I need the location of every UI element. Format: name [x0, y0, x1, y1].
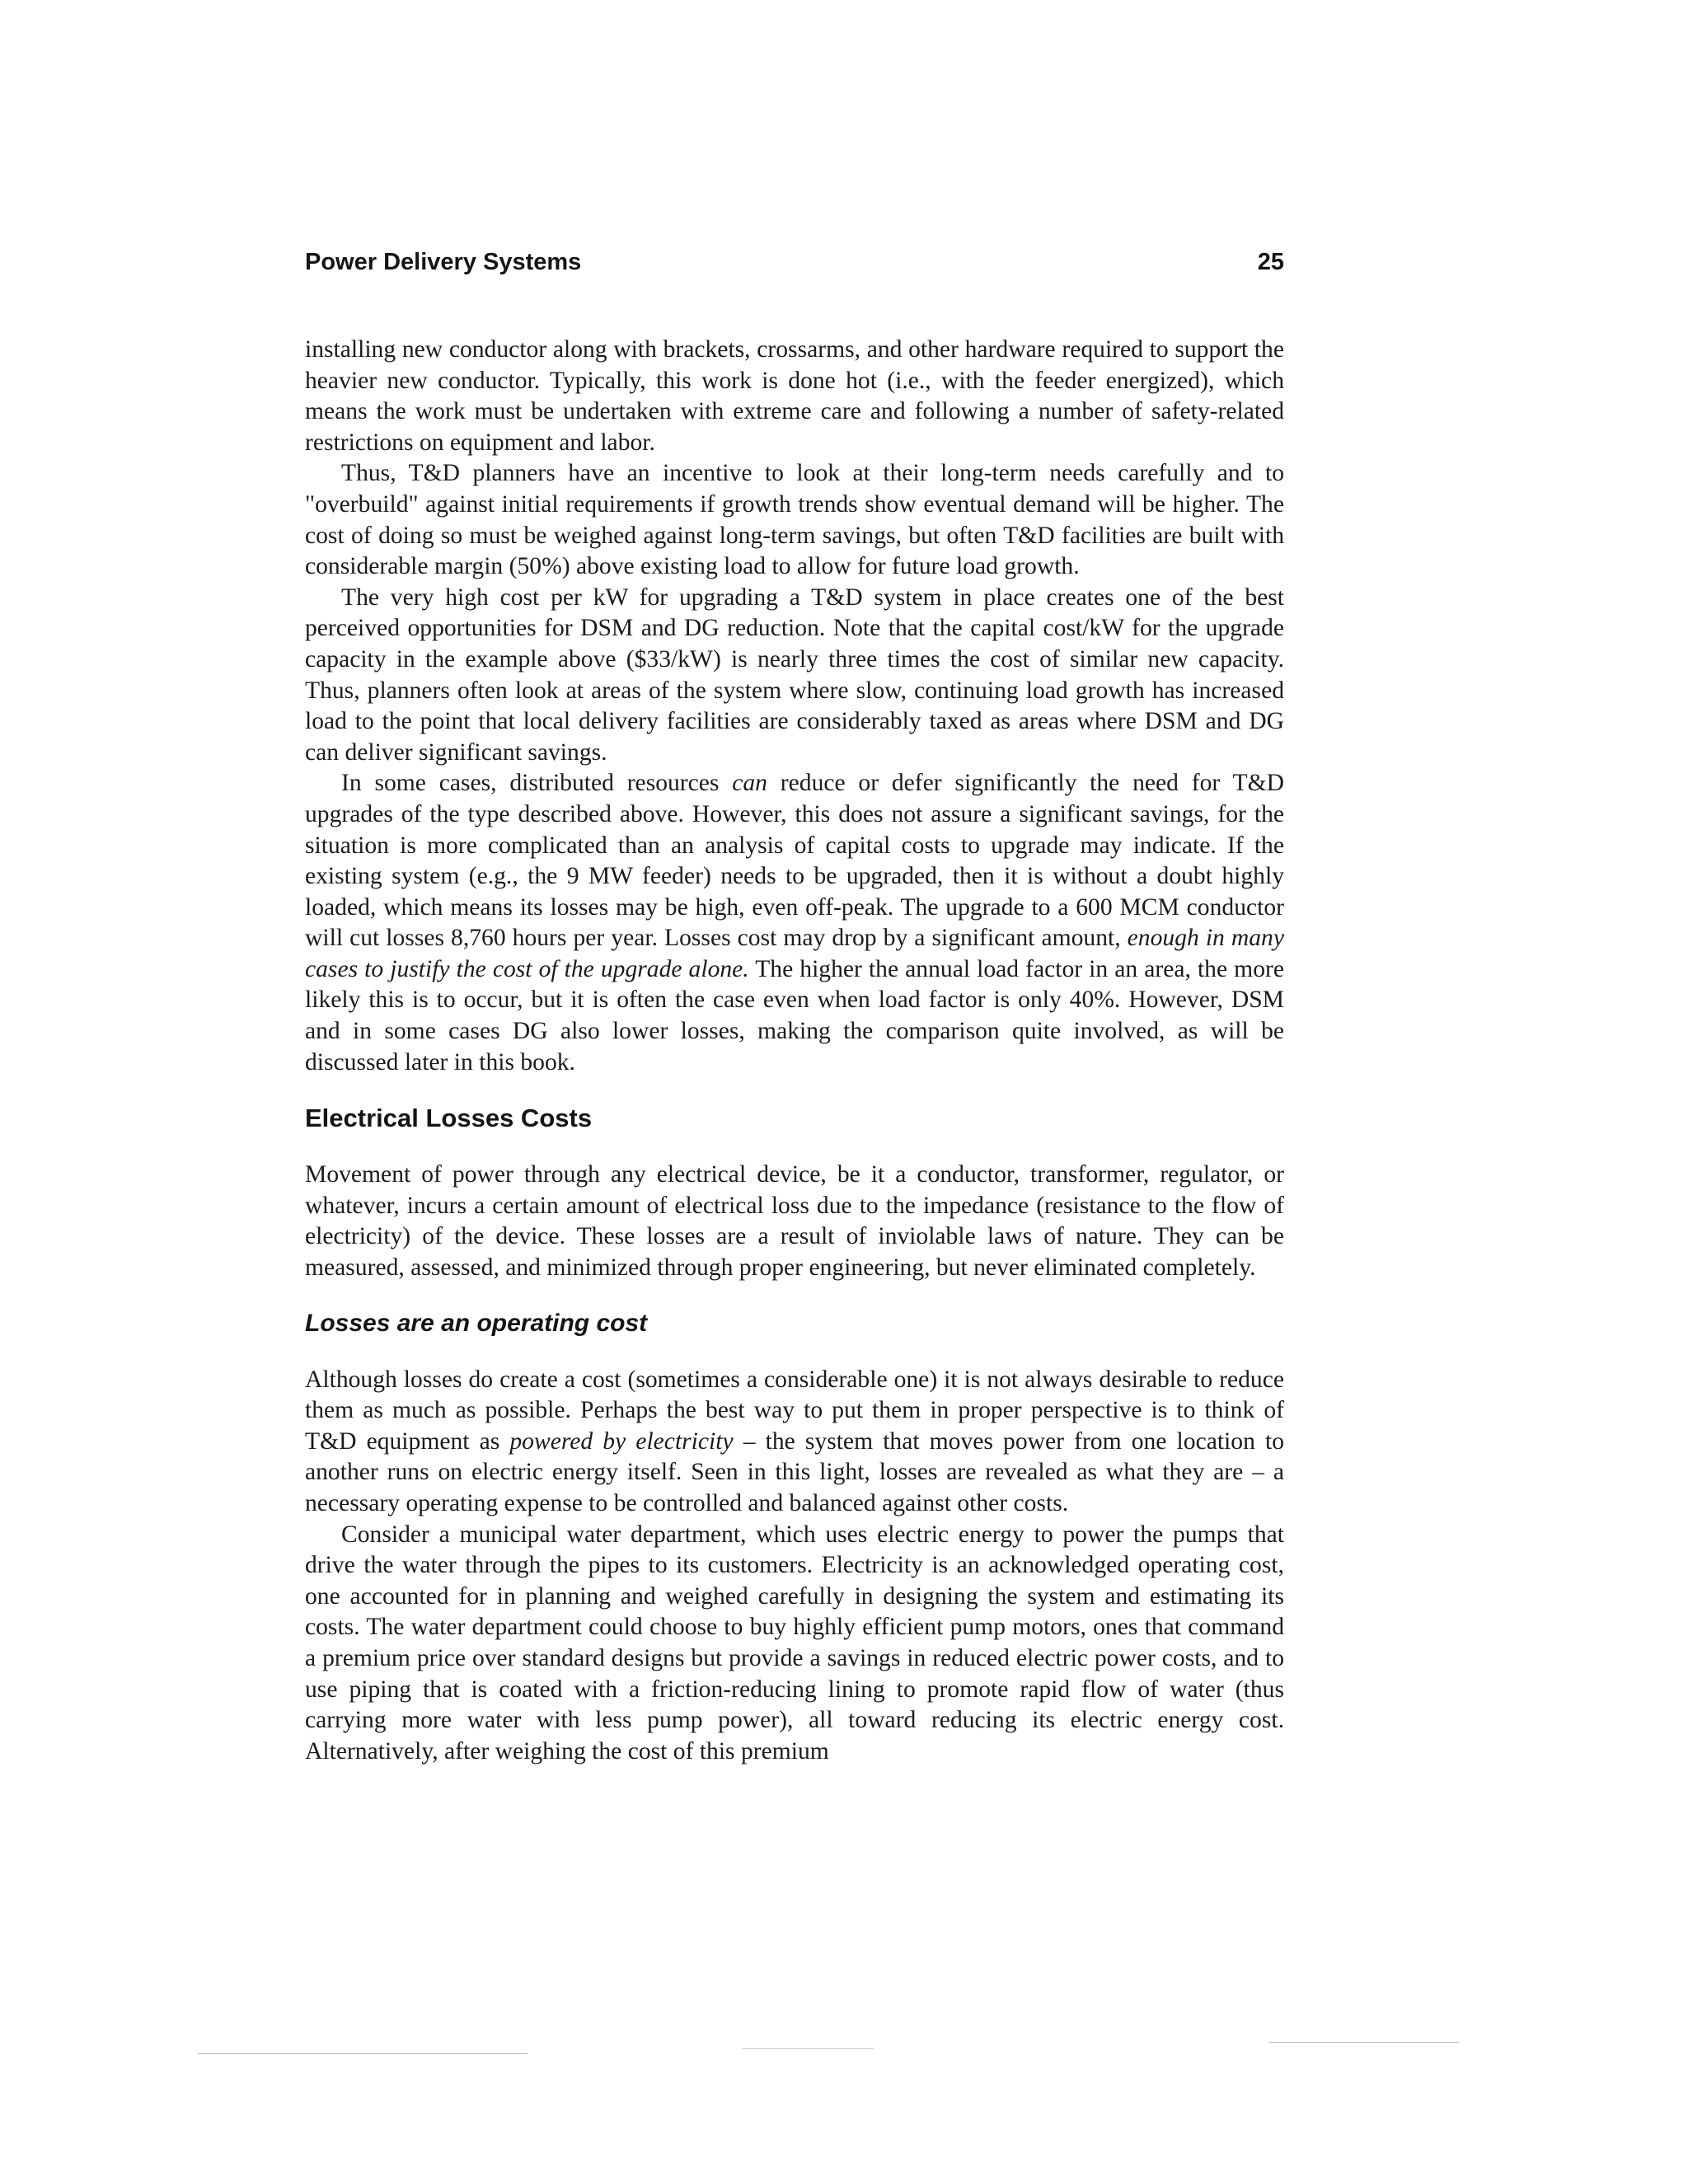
paragraph-4: [305, 768, 1284, 1078]
paragraph-1: installing new conductor along with brackets, crossarms, and other hardware required to support the heavier new conductor. Typically, this work is done hot (i.e., with the feeder energized), which means the work must be undertaken with extreme care and following a number of safety-related restrictions on equipment and labor.: [305, 336, 1284, 456]
paragraph-4-text-e: The higher the annual load factor in an area, the more likely this is to occur, but it is often the case even when load factor is only 40%. However, DSM and in some cases DG also lower losses, making the comparison quite involved, as will be discussed later in this book.: [305, 955, 1284, 1076]
running-header: [305, 249, 1284, 290]
scan-artifact-line-left: [198, 2053, 528, 2054]
paragraph-5: Movement of power through any electrical device, be it a conductor, transformer, regulator, or whatever, incurs a certain amount of electrical loss due to the impedance (resistance to the flow of electricity) of the device. These losses are a result of inviolable laws of nature. They can be measured, assessed, and minimized through proper engineering, but never eliminated completely.: [305, 1161, 1284, 1282]
paragraph-4-text-a: In some cases, distributed resources: [341, 770, 733, 797]
scan-artifact-line-right: [1269, 2042, 1459, 2043]
scan-artifact-line-center: [742, 2048, 874, 2049]
paragraph-4-emphasis-justify: enough in many cases to justify the cost of the upgrade alone.: [305, 925, 1284, 982]
paragraph-2: Thus, T&D planners have an incentive to look at their long-term needs carefully and to "overbuild" against initial requirements if growth trends show eventual demand will be higher. The cost of doing so must be weighed against long-term savings, but often T&D facilities are built with considerable margin (50%) above existing load to allow for future load growth.: [305, 460, 1284, 580]
paragraph-6-text-c: – the system that moves power from one location to another runs on electric energy itself. Seen in this light, losses are revealed as what they are – a necessary operating expense to be controlled and balanced against other costs.: [305, 1427, 1284, 1516]
body-text: [305, 335, 1284, 1767]
paragraph-4-emphasis-can: can: [732, 770, 767, 797]
paragraph-6-text-a: Although losses do create a cost (sometimes a considerable one) it is not always desirable to reduce them as much as possible. Perhaps the best way to put them in proper perspective is to think of T&D equipment as: [305, 1366, 1284, 1455]
paragraph-6: [305, 1365, 1284, 1520]
paragraph-3: The very high cost per kW for upgrading a T&D system in place creates one of the best perceived opportunities for DSM and DG reduction. Note that the capital cost/kW for the upgrade capacity in the example above ($33/kW) is nearly three times the cost of similar new capacity. Thus, planners often look at areas of the system where slow, continuing load growth has increased load to the point that local delivery facilities are considerably taxed as areas where DSM and DG can deliver significant savings.: [305, 583, 1284, 766]
paragraph-7: Consider a municipal water department, which uses electric energy to power the pumps that drive the water through the pipes to its customers. Electricity is an acknowledged operating cost, one accounted for in planning and weighed carefully in designing the system and estimating its costs. The water department could choose to buy highly efficient pump motors, ones that command a premium price over standard designs but provide a savings in reduced electric power costs, and to use piping that is coated with a friction-reducing lining to promote rapid flow of water (thus carrying more water with less pump power), all toward reducing its electric energy cost. Alternatively, after weighing the cost of this premium: [305, 1521, 1284, 1765]
paragraph-6-emphasis-powered: powered by electricity: [509, 1427, 734, 1455]
section-heading: Electrical Losses Costs: [305, 1104, 593, 1133]
subsection-heading: Losses are an operating cost: [305, 1309, 648, 1337]
page-number: 25: [1257, 249, 1284, 275]
running-header-title: Power Delivery Systems: [305, 249, 582, 275]
paragraph-4-text-c: reduce or defer significantly the need for T&D upgrades of the type described above. However, this does not assure a significant savings, for the situation is more complicated than an analysis of capital costs to upgrade may indicate. If the existing system (e.g., the 9 MW feeder) needs to be upgraded, then it is without a doubt highly loaded, which means its losses may be high, even off-peak. The upgrade to a 600 MCM conductor will cut losses 8,760 hours per year. Losses cost may drop by a significant amount,: [305, 770, 1284, 952]
